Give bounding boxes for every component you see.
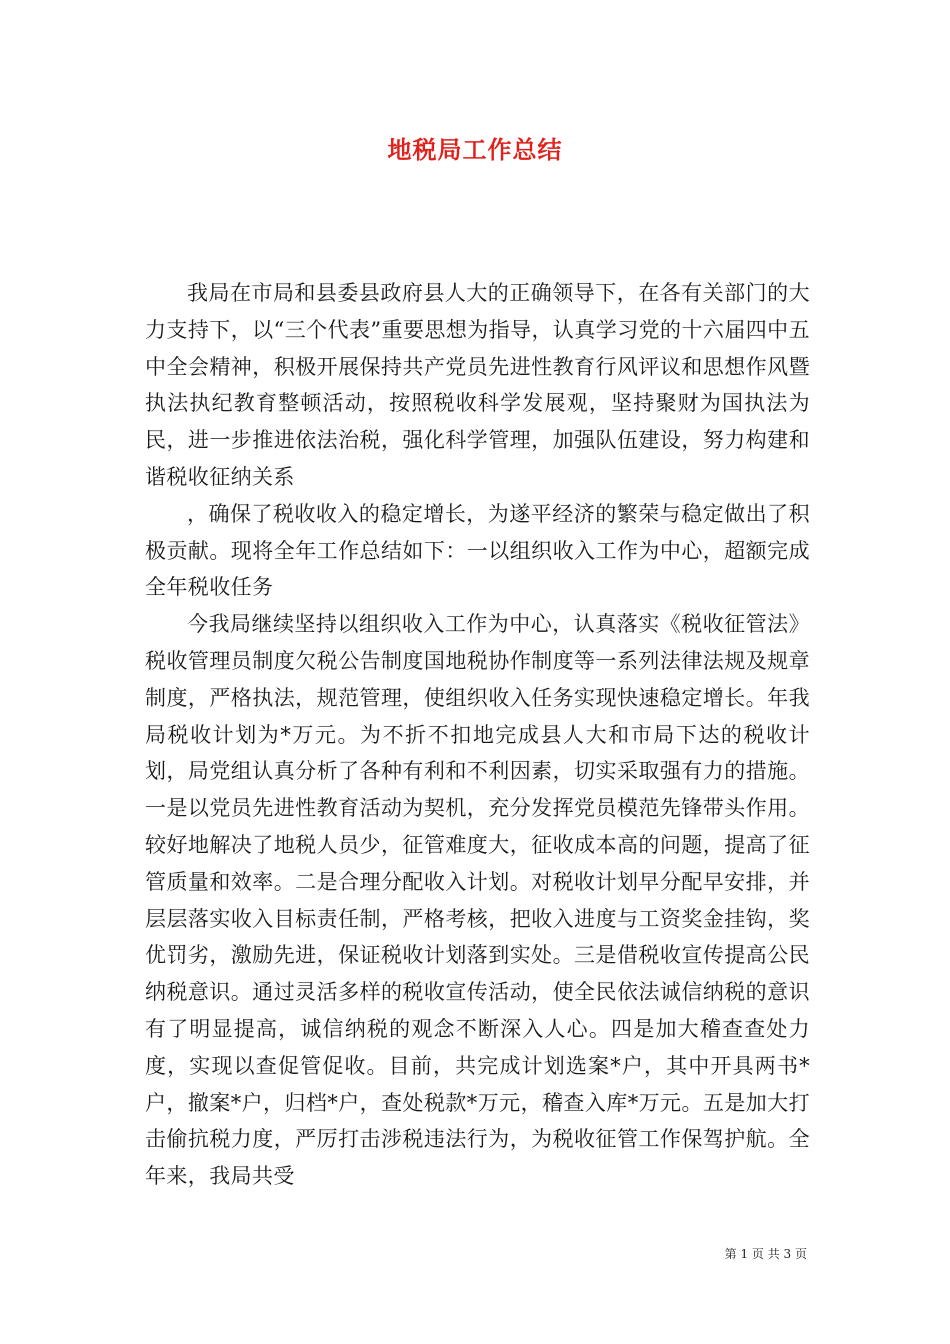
page-number-footer: 第 1 页 共 3 页 <box>724 1247 807 1261</box>
page-title: 地税局工作总结 <box>387 135 563 164</box>
paragraph-revenue: 今我局继续坚持以组织收入工作为中心，认真落实《税收征管法》税收管理员制度欠税公告制度国地税协作制度等一系列法律法规及规章制度，严格执法，规范管理，使组织收入任务实现快速稳定增长。年我局税收计划为*万元。为不折不扣地完成县人大和市局下达的税收计划，局党组认真分析了各种有利和不利因素，切实采取强有力的措施。一是以党员先进性教育活动为契机，充分发挥党员模范先锋带头作用。较好地解决了地税人员少，征管难度大，征收成本高的问题，提高了征管质量和效率。二是合理分配收入计划。对税收计划早分配早安排，并层层落实收入目标责任制，严格考核，把收入进度与工资奖金挂钩，奖优罚劣，激励先进，保证税收计划落到实处。三是借税收宣传提高公民纳税意识。通过灵活多样的税收宣传活动，使全民依法诚信纳税的意识有了明显提高，诚信纳税的观念不断深入人心。四是加大稽查查处力度，实现以查促管促收。目前，共完成计划选案*户，其中开具两书*户，撤案*户，归档*户，查处税款*万元，稽查入库*万元。五是加大打击偷抗税力度，严厉打击涉税违法行为，为税收征管工作保驾护航。全年来，我局共受 <box>145 612 810 1189</box>
paragraph-summary: ，确保了税收收入的稳定增长，为遂平经济的繁荣与稳定做出了积极贡献。现将全年工作总结如下：一以组织收入工作为中心，超额完成全年税收任务 <box>145 501 810 600</box>
document-body <box>145 275 810 1195</box>
paragraph-intro: 我局在市局和县委县政府县人大的正确领导下，在各有关部门的大力支持下，以“三个代表”重要思想为指导，认真学习党的十六届四中五中全会精神，积极开展保持共产党员先进性教育行风评议和思想作风暨执法执纪教育整顿活动，按照税收科学发展观，坚持聚财为国执法为民，进一步推进依法治税，强化科学管理，加强队伍建设，努力构建和谐税收征纳关系 <box>145 281 810 489</box>
